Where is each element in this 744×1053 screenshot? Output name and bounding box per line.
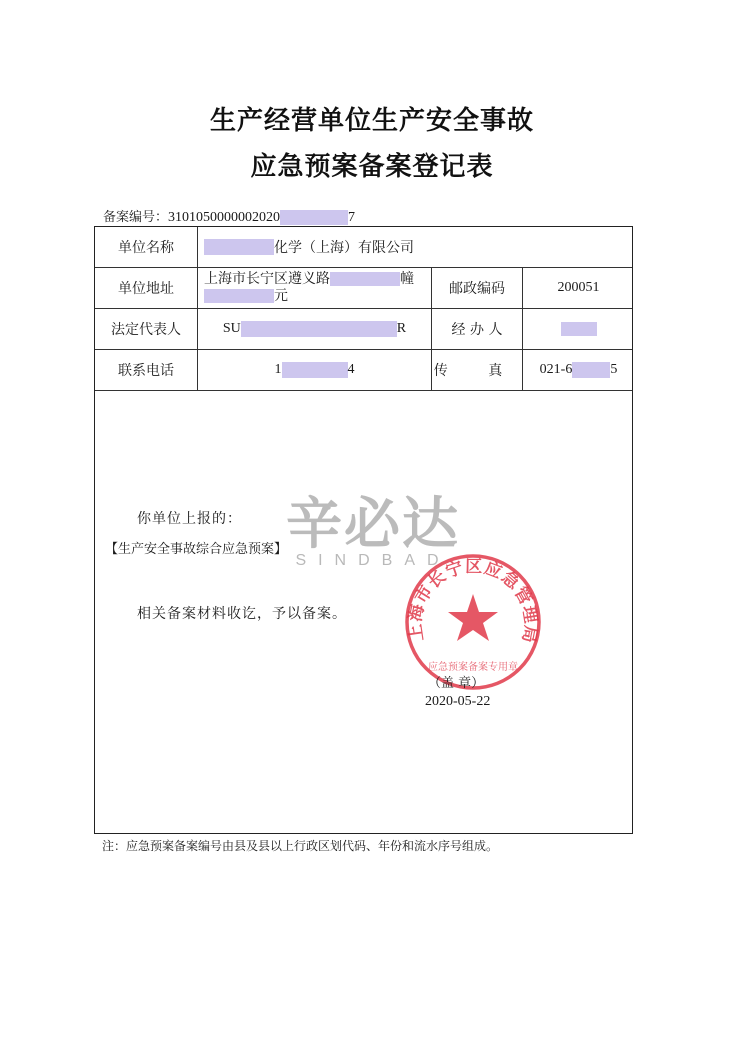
address-line2-end: 元 (274, 288, 288, 304)
reported-text: 你单位上报的： (137, 511, 242, 527)
registration-label: 备案编号： (103, 210, 169, 225)
unit-address-value (197, 268, 431, 308)
postal-code-value: 200051 (522, 268, 634, 308)
fax-suffix: 5 (610, 362, 618, 377)
redaction-block (561, 322, 597, 336)
received-text: 相关备案材料收讫，予以备案。 (137, 606, 347, 622)
redaction-block (572, 362, 610, 378)
phone-suffix: 4 (347, 362, 355, 377)
unit-name-value (197, 227, 634, 267)
seal-outer-text: 上海市长宁区应急管理局 (405, 556, 541, 646)
phone-value (197, 350, 431, 390)
address-line1: 上海市长宁区遵义路 (204, 271, 330, 287)
redaction-block (280, 210, 348, 225)
row-legal-rep (95, 309, 632, 350)
official-seal (403, 552, 543, 692)
fax-label: 传 真 (431, 350, 522, 390)
document-title-line1: 生产经营单位生产安全事故 (209, 106, 534, 136)
row-phone (95, 350, 632, 391)
fax-prefix: 021-6 (539, 362, 573, 377)
legal-rep-value (197, 309, 431, 349)
unit-name-text: 化学（上海）有限公司 (274, 240, 414, 256)
row-unit-name (95, 227, 632, 268)
registration-prefix: 3101050000002020 (168, 210, 281, 225)
footnote: 注：应急预案备案编号由县及县以上行政区划代码、年份和流水序号组成。 (102, 839, 499, 853)
watermark-cn: 辛必达 (286, 492, 460, 557)
phone-label: 联系电话 (118, 363, 174, 379)
watermark-en: SINDBAD (295, 552, 451, 569)
watermark (268, 480, 478, 570)
address-line1-end: 幢 (400, 271, 414, 287)
stamp-label: （盖 章） (428, 676, 485, 691)
redaction-block (204, 289, 274, 303)
seal-inner-text: 应急预案备案专用章 (428, 662, 518, 673)
plan-name: 【生产安全事故综合应急预案】 (105, 542, 288, 557)
redaction-block (204, 239, 274, 255)
row-unit-address (95, 268, 632, 309)
phone-prefix: 1 (274, 362, 282, 377)
redaction-block (241, 321, 397, 337)
fax-value (522, 350, 634, 390)
handler-label: 经 办 人 (431, 309, 522, 349)
legal-rep-suffix: R (396, 321, 407, 336)
handler-value (522, 309, 634, 349)
unit-name-label: 单位名称 (118, 240, 174, 256)
star-icon (448, 594, 498, 641)
registration-suffix: 7 (348, 210, 356, 225)
legal-rep-label: 法定代表人 (111, 322, 181, 338)
document-title-line2: 应急预案备案登记表 (250, 152, 494, 182)
date-text: 2020-05-22 (425, 694, 491, 709)
redaction-block (330, 272, 400, 286)
postal-code-label: 邮政编码 (431, 268, 522, 308)
redaction-block (282, 362, 348, 378)
unit-address-label: 单位地址 (118, 281, 174, 297)
legal-rep-prefix: SU (222, 321, 241, 336)
registration-number (103, 206, 355, 226)
